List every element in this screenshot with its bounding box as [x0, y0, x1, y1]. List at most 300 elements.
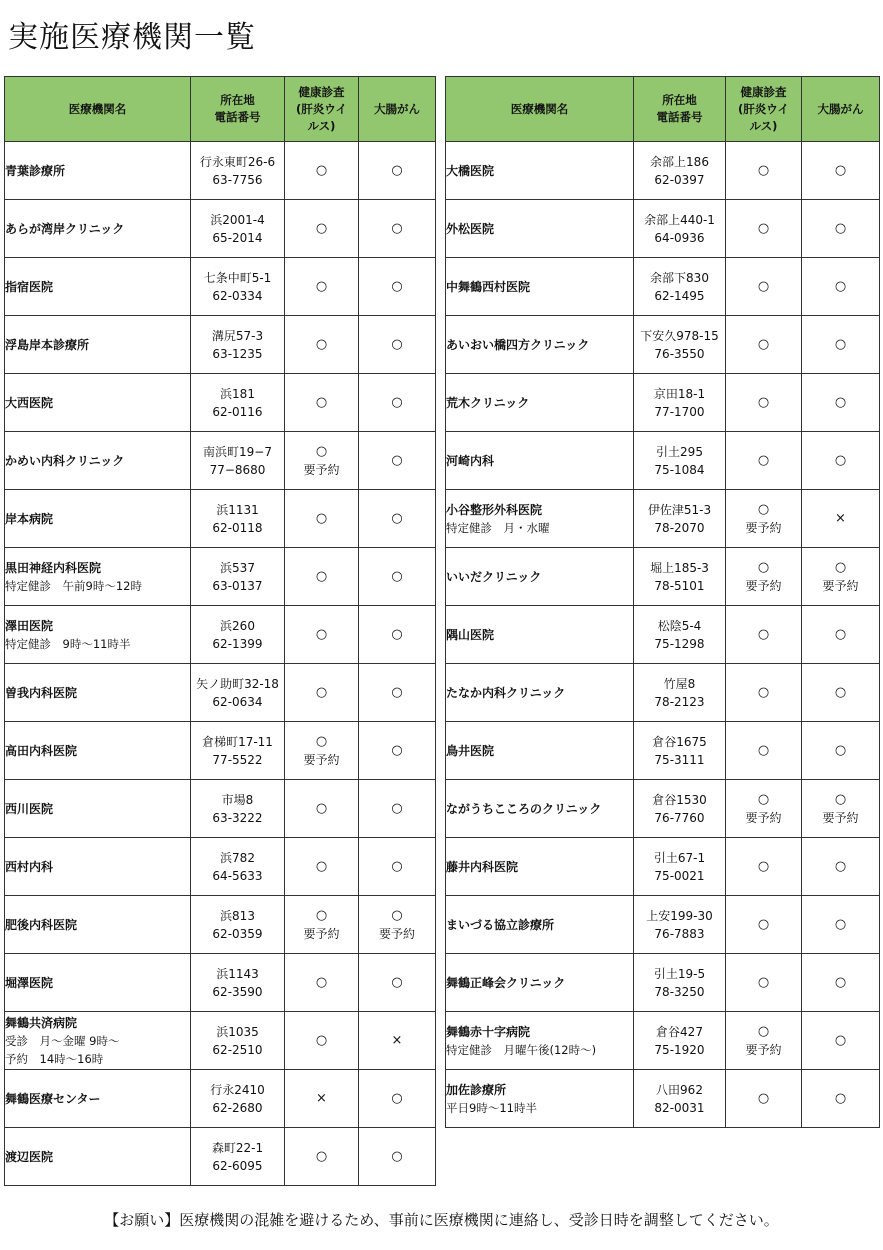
facility-address: 京田18-1 — [653, 386, 706, 401]
address-phone-cell — [634, 838, 726, 896]
checkup-cell — [726, 722, 802, 780]
colon-cancer-availability-mark: ○ — [834, 452, 847, 468]
facility-row — [5, 200, 436, 258]
facility-address: 倉谷1675 — [652, 734, 707, 749]
facility-name: 大橋医院 — [446, 163, 495, 178]
facility-address: 余部上440-1 — [644, 212, 715, 227]
facility-row — [5, 490, 436, 548]
checkup-cell — [285, 374, 359, 432]
facility-address: 森町22-1 — [211, 1140, 264, 1155]
facility-name: あらが湾岸クリニック — [5, 221, 125, 236]
colon-cancer-availability-mark: ○ — [834, 1032, 847, 1048]
facility-address: 浜2001-4 — [210, 212, 265, 227]
reservation-required-note: 要予約 — [745, 1042, 782, 1057]
colon-cancer-cell — [802, 142, 880, 200]
colon-cancer-cell — [359, 142, 436, 200]
facility-row — [446, 432, 880, 490]
facility-name: ながうちこころのクリニック — [446, 801, 602, 816]
checkup-cell — [285, 142, 359, 200]
address-phone-cell — [191, 142, 285, 200]
facility-name: 外松医院 — [446, 221, 495, 236]
checkup-availability-mark: ○ — [757, 626, 770, 642]
facility-row — [446, 316, 880, 374]
facility-name: 高田内科医院 — [5, 743, 78, 758]
address-phone-cell — [634, 606, 726, 664]
address-phone-cell — [191, 664, 285, 722]
facility-name-cell — [446, 490, 634, 548]
facility-phone: 62-0118 — [212, 520, 263, 535]
checkup-cell — [726, 838, 802, 896]
facility-phone: 62-0397 — [654, 172, 705, 187]
header-location-phone — [634, 77, 726, 142]
facility-phone: 62-1399 — [212, 636, 263, 651]
colon-cancer-cell — [359, 316, 436, 374]
facility-phone: 65-2014 — [212, 230, 263, 245]
header-checkup-line: ルス) — [749, 118, 778, 133]
facility-phone: 62-0334 — [212, 288, 263, 303]
facility-name: 岸本病院 — [5, 511, 54, 526]
colon-cancer-cell — [802, 258, 880, 316]
colon-cancer-cell — [359, 1128, 436, 1186]
checkup-cell — [285, 954, 359, 1012]
facility-name: 大西医院 — [5, 395, 54, 410]
facility-name-cell — [5, 432, 191, 490]
colon-cancer-availability-mark: ○ — [834, 162, 847, 178]
facility-note: 予約 14時～16時 — [5, 1051, 104, 1066]
facility-phone: 75-1084 — [654, 462, 705, 477]
checkup-cell — [285, 432, 359, 490]
colon-cancer-availability-mark: ○ — [391, 858, 403, 874]
facility-phone: 63-1235 — [212, 346, 263, 361]
checkup-availability-mark: ○ — [315, 278, 328, 294]
facility-name-cell — [5, 1012, 191, 1070]
header-checkup-line: (肝炎ウイ — [738, 101, 789, 116]
facility-name-cell — [5, 838, 191, 896]
facility-name-cell — [5, 142, 191, 200]
facility-row — [446, 664, 880, 722]
address-phone-cell — [191, 954, 285, 1012]
checkup-availability-mark: × — [316, 1090, 327, 1106]
header-checkup-line: ルス) — [307, 118, 336, 133]
reservation-required-note: 要予約 — [822, 578, 859, 593]
checkup-availability-mark: ○ — [315, 1148, 328, 1164]
checkup-cell — [285, 200, 359, 258]
colon-cancer-availability-mark: ○ — [391, 626, 403, 642]
facility-name-cell — [446, 664, 634, 722]
facility-row — [5, 258, 436, 316]
facility-phone: 64-0936 — [654, 230, 705, 245]
checkup-availability-mark: ○ — [757, 916, 770, 932]
colon-cancer-availability-mark: ○ — [834, 278, 847, 294]
facility-name-cell — [5, 316, 191, 374]
address-phone-cell — [634, 200, 726, 258]
facility-phone: 78-5101 — [654, 578, 705, 593]
header-checkup-line: 健康診査 — [740, 84, 787, 99]
colon-cancer-availability-mark: ○ — [391, 394, 403, 410]
colon-cancer-availability-mark: ○ — [391, 452, 403, 468]
checkup-cell — [726, 664, 802, 722]
facility-note: 特定健診 9時～11時半 — [5, 636, 131, 651]
address-phone-cell — [191, 1070, 285, 1128]
facility-phone: 62-3590 — [212, 984, 263, 999]
address-phone-cell — [634, 1012, 726, 1070]
checkup-availability-mark: ○ — [757, 452, 770, 468]
address-phone-cell — [634, 490, 726, 548]
address-phone-cell — [634, 316, 726, 374]
colon-cancer-cell — [359, 780, 436, 838]
checkup-availability-mark: ○ — [315, 568, 328, 584]
checkup-availability-mark: ○ — [315, 336, 328, 352]
facility-name-cell — [446, 838, 634, 896]
facility-address: 矢ノ助町32-18 — [196, 676, 279, 691]
colon-cancer-availability-mark: ○ — [391, 800, 403, 816]
facility-name-cell — [446, 316, 634, 374]
address-phone-cell — [191, 374, 285, 432]
checkup-cell — [726, 200, 802, 258]
header-name: 医療機関名 — [5, 77, 191, 142]
facility-phone: 82-0031 — [654, 1100, 705, 1115]
facility-address: 八田962 — [656, 1082, 703, 1097]
colon-cancer-cell — [802, 432, 880, 490]
facility-table-right — [445, 76, 880, 1128]
facility-row — [5, 780, 436, 838]
facility-phone: 77-1700 — [654, 404, 705, 419]
facility-table-left — [4, 76, 436, 1186]
facility-phone: 75-1298 — [654, 636, 705, 651]
facility-row — [5, 142, 436, 200]
colon-cancer-cell — [359, 838, 436, 896]
checkup-availability-mark: ○ — [315, 443, 328, 459]
address-phone-cell — [634, 142, 726, 200]
reservation-required-note: 要予約 — [822, 810, 859, 825]
checkup-availability-mark: ○ — [757, 220, 770, 236]
facility-address: 引土19-5 — [653, 966, 706, 981]
checkup-cell — [726, 896, 802, 954]
colon-cancer-availability-mark: ○ — [391, 1148, 403, 1164]
facility-phone: 75-3111 — [654, 752, 705, 767]
facility-row — [5, 1012, 436, 1070]
colon-cancer-cell — [359, 722, 436, 780]
checkup-availability-mark: ○ — [757, 278, 770, 294]
colon-cancer-availability-mark: ○ — [391, 510, 403, 526]
colon-cancer-cell — [359, 1070, 436, 1128]
address-phone-cell — [634, 954, 726, 1012]
facility-address: 市場8 — [221, 792, 254, 807]
facility-name: 黒田神経内科医院 — [5, 560, 102, 575]
reservation-required-note: 要予約 — [745, 810, 782, 825]
facility-name: 舞鶴医療センター — [5, 1091, 101, 1106]
checkup-availability-mark: ○ — [315, 684, 328, 700]
facility-name-cell — [446, 142, 634, 200]
checkup-availability-mark: ○ — [315, 510, 328, 526]
facility-address: 浜537 — [220, 560, 255, 575]
checkup-cell — [285, 1070, 359, 1128]
colon-cancer-cell — [802, 664, 880, 722]
colon-cancer-cell — [359, 548, 436, 606]
facility-row — [5, 896, 436, 954]
facility-address: 倉梯町17-11 — [202, 734, 273, 749]
facility-address: 松陰5-4 — [657, 618, 702, 633]
facility-row — [446, 780, 880, 838]
facility-name: かめい内科クリニック — [5, 453, 125, 468]
facility-name: 隅山医院 — [446, 627, 495, 642]
address-phone-cell — [634, 896, 726, 954]
checkup-availability-mark: ○ — [315, 907, 328, 923]
colon-cancer-availability-mark: ○ — [391, 742, 403, 758]
checkup-cell — [285, 490, 359, 548]
checkup-cell — [726, 1012, 802, 1070]
colon-cancer-availability-mark: ○ — [391, 974, 403, 990]
checkup-availability-mark: ○ — [757, 684, 770, 700]
facility-phone: 78-2123 — [654, 694, 705, 709]
facility-name: 西川医院 — [5, 801, 54, 816]
notice-text: 【お願い】医療機関の混雑を避けるため、事前に医療機関に連絡し、受診日時を調整してください。 — [104, 1211, 779, 1229]
colon-cancer-availability-mark: ○ — [834, 1090, 847, 1106]
facility-address: 七条中町5-1 — [203, 270, 272, 285]
facility-row — [446, 258, 880, 316]
facility-address: 竹屋8 — [663, 676, 696, 691]
facility-name-cell — [5, 664, 191, 722]
colon-cancer-cell — [359, 664, 436, 722]
facility-row — [5, 1070, 436, 1128]
facility-phone: 62-2510 — [212, 1042, 263, 1057]
checkup-cell — [285, 780, 359, 838]
colon-cancer-availability-mark: ○ — [834, 559, 847, 575]
colon-cancer-availability-mark: ○ — [391, 220, 403, 236]
colon-cancer-cell — [802, 896, 880, 954]
colon-cancer-availability-mark: × — [391, 1032, 403, 1048]
checkup-availability-mark: ○ — [757, 501, 770, 517]
checkup-availability-mark: ○ — [757, 858, 770, 874]
facility-name-cell — [446, 200, 634, 258]
facility-row — [5, 838, 436, 896]
facility-name: 西村内科 — [5, 859, 54, 874]
colon-cancer-cell — [802, 606, 880, 664]
facility-name: 澤田医院 — [5, 618, 54, 633]
colon-cancer-cell — [359, 1012, 436, 1070]
facility-address: 溝尻57-3 — [211, 328, 264, 343]
facility-name: まいづる協立診療所 — [446, 917, 555, 932]
colon-cancer-availability-mark: ○ — [391, 1090, 403, 1106]
address-phone-cell — [634, 780, 726, 838]
facility-note: 受診 月～金曜 9時～ — [5, 1033, 120, 1048]
facility-name-cell — [5, 780, 191, 838]
checkup-cell — [726, 490, 802, 548]
address-phone-cell — [634, 548, 726, 606]
checkup-cell — [726, 780, 802, 838]
header-location-phone — [191, 77, 285, 142]
facility-row — [446, 954, 880, 1012]
colon-cancer-cell — [359, 606, 436, 664]
colon-cancer-cell — [802, 374, 880, 432]
colon-cancer-cell — [802, 548, 880, 606]
checkup-cell — [285, 1012, 359, 1070]
facility-name-cell — [446, 896, 634, 954]
facility-phone: 76-7883 — [654, 926, 705, 941]
checkup-cell — [726, 1070, 802, 1128]
facility-name: いいだクリニック — [446, 569, 542, 584]
header-checkup-line: (肝炎ウイ — [296, 101, 347, 116]
colon-cancer-cell — [359, 258, 436, 316]
facility-name: 小谷整形外科医院 — [446, 502, 543, 517]
colon-cancer-cell — [359, 896, 436, 954]
facility-name-cell — [5, 1128, 191, 1186]
colon-cancer-cell — [802, 316, 880, 374]
checkup-availability-mark: ○ — [315, 974, 328, 990]
checkup-availability-mark: ○ — [315, 733, 328, 749]
colon-cancer-availability-mark: ○ — [391, 162, 403, 178]
facility-name-cell — [446, 258, 634, 316]
address-phone-cell — [191, 200, 285, 258]
checkup-availability-mark: ○ — [315, 800, 328, 816]
colon-cancer-availability-mark: ○ — [834, 220, 847, 236]
colon-cancer-availability-mark: ○ — [391, 684, 403, 700]
header-location: 所在地 — [662, 93, 697, 107]
colon-cancer-availability-mark: ○ — [834, 916, 847, 932]
facility-name: 舞鶴正峰会クリニック — [446, 975, 566, 990]
facility-name: 肥後内科医院 — [5, 917, 78, 932]
facility-name-cell — [446, 606, 634, 664]
colon-cancer-cell — [359, 490, 436, 548]
facility-address: 浜260 — [220, 618, 255, 633]
checkup-cell — [726, 258, 802, 316]
facility-phone: 76-7760 — [654, 810, 705, 825]
facility-name-cell — [5, 1070, 191, 1128]
page-title: 実施医療機関一覧 — [8, 20, 256, 55]
checkup-availability-mark: ○ — [757, 559, 770, 575]
facility-phone: 75-1920 — [654, 1042, 705, 1057]
reservation-required-note: 要予約 — [745, 520, 782, 535]
colon-cancer-availability-mark: ○ — [391, 336, 403, 352]
facility-phone: 76-3550 — [654, 346, 705, 361]
checkup-availability-mark: ○ — [757, 394, 770, 410]
facility-row — [446, 1070, 880, 1128]
checkup-cell — [726, 374, 802, 432]
colon-cancer-cell — [802, 838, 880, 896]
facility-row — [446, 490, 880, 548]
facility-note: 特定健診 月・水曜 — [446, 520, 550, 535]
colon-cancer-availability-mark: ○ — [834, 336, 847, 352]
facility-name-cell — [5, 490, 191, 548]
checkup-cell — [726, 606, 802, 664]
checkup-cell — [726, 548, 802, 606]
colon-cancer-availability-mark: ○ — [391, 568, 403, 584]
facility-name-cell — [446, 374, 634, 432]
address-phone-cell — [634, 432, 726, 490]
checkup-cell — [285, 548, 359, 606]
checkup-cell — [726, 316, 802, 374]
facility-phone: 63-7756 — [212, 172, 263, 187]
facility-row — [5, 606, 436, 664]
facility-address: 堀上185-3 — [650, 560, 709, 575]
facility-row — [446, 838, 880, 896]
facility-name-cell — [5, 548, 191, 606]
facility-address: 余部上186 — [650, 154, 709, 169]
facility-row — [5, 316, 436, 374]
facility-phone: 77-5522 — [212, 752, 263, 767]
facility-row — [5, 722, 436, 780]
address-phone-cell — [191, 838, 285, 896]
colon-cancer-availability-mark: ○ — [391, 278, 403, 294]
checkup-cell — [726, 142, 802, 200]
address-phone-cell — [634, 722, 726, 780]
address-phone-cell — [191, 316, 285, 374]
facility-address: 浜1035 — [216, 1024, 259, 1039]
facility-name: 渡辺医院 — [5, 1149, 54, 1164]
checkup-cell — [285, 1128, 359, 1186]
colon-cancer-availability-mark: ○ — [834, 626, 847, 642]
table-header-row — [5, 77, 436, 142]
checkup-availability-mark: ○ — [315, 394, 328, 410]
facility-phone: 77−8680 — [209, 462, 266, 477]
facility-row — [446, 722, 880, 780]
facility-address: 浜1131 — [216, 502, 259, 517]
address-phone-cell — [191, 548, 285, 606]
checkup-cell — [285, 722, 359, 780]
facility-address: 行永東町26-6 — [199, 154, 276, 169]
colon-cancer-cell — [359, 374, 436, 432]
address-phone-cell — [191, 722, 285, 780]
checkup-cell — [726, 432, 802, 490]
checkup-cell — [285, 258, 359, 316]
facility-row — [446, 374, 880, 432]
facility-name-cell — [5, 722, 191, 780]
checkup-availability-mark: ○ — [315, 1032, 328, 1048]
checkup-cell — [285, 896, 359, 954]
checkup-availability-mark: ○ — [757, 1023, 770, 1039]
facility-name: 舞鶴共済病院 — [5, 1015, 78, 1030]
facility-name: 曽我内科医院 — [5, 685, 78, 700]
facility-name: 河崎内科 — [446, 453, 495, 468]
colon-cancer-availability-mark: ○ — [834, 858, 847, 874]
facility-row — [446, 548, 880, 606]
colon-cancer-cell — [802, 722, 880, 780]
colon-cancer-availability-mark: ○ — [834, 742, 847, 758]
facility-name-cell — [446, 954, 634, 1012]
address-phone-cell — [191, 490, 285, 548]
facility-phone: 64-5633 — [212, 868, 263, 883]
table-header-row — [446, 77, 880, 142]
facility-name-cell — [5, 258, 191, 316]
facility-phone: 62-2680 — [212, 1100, 263, 1115]
facility-phone: 78-2070 — [654, 520, 705, 535]
facility-name: 中舞鶴西村医院 — [446, 279, 531, 294]
facility-address: 浜1143 — [216, 966, 259, 981]
facility-note: 特定健診 午前9時～12時 — [5, 578, 142, 593]
colon-cancer-cell — [802, 954, 880, 1012]
colon-cancer-cell — [802, 1070, 880, 1128]
colon-cancer-cell — [359, 200, 436, 258]
colon-cancer-availability-mark: ○ — [834, 394, 847, 410]
address-phone-cell — [191, 1012, 285, 1070]
reservation-required-note: 要予約 — [303, 926, 340, 941]
facility-name-cell — [446, 1070, 634, 1128]
facility-row — [446, 200, 880, 258]
facility-row — [5, 374, 436, 432]
facility-name: 堀澤医院 — [5, 975, 54, 990]
facility-row — [446, 1012, 880, 1070]
address-phone-cell — [191, 896, 285, 954]
checkup-availability-mark: ○ — [757, 791, 770, 807]
checkup-cell — [285, 664, 359, 722]
facility-phone: 62-0116 — [212, 404, 263, 419]
facility-name: たなか内科クリニック — [446, 685, 566, 700]
checkup-cell — [285, 606, 359, 664]
facility-address: 伊佐津51-3 — [647, 502, 712, 517]
facility-phone: 62-0359 — [212, 926, 263, 941]
checkup-cell — [726, 954, 802, 1012]
facility-address: 下安久978-15 — [640, 328, 719, 343]
